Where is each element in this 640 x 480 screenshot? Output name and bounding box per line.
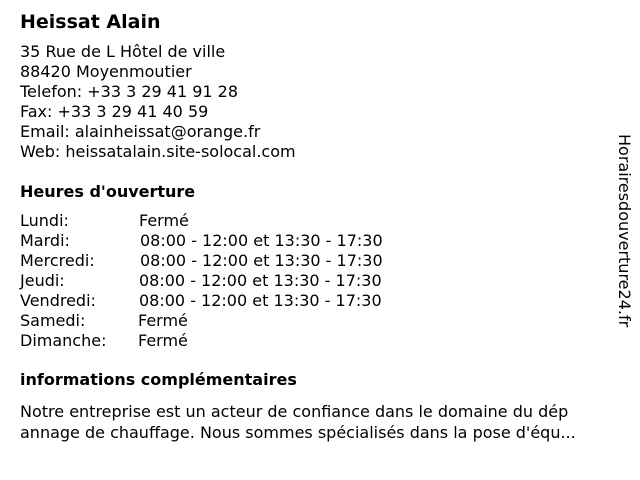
day-label: Mercredi: (20, 251, 95, 270)
hours-row-thursday (20, 271, 610, 291)
hours-value: Fermé (139, 211, 189, 230)
business-card (20, 10, 610, 443)
day-label: Mardi: (20, 231, 70, 250)
hours-value: Fermé (138, 331, 188, 350)
day-label: Dimanche: (20, 331, 107, 350)
hours-row-wednesday (20, 251, 610, 271)
hours-value: Fermé (138, 311, 188, 330)
day-label: Jeudi: (20, 271, 65, 290)
address-street: 35 Rue de L Hôtel de ville (20, 42, 226, 61)
day-label: Lundi: (20, 211, 69, 230)
hours-value: 08:00 - 12:00 et 13:30 - 17:30 (140, 251, 383, 270)
hours-row-saturday (20, 311, 610, 331)
description-line: Notre entreprise est un acteur de confiance dans le domaine du dép (20, 402, 569, 421)
site-watermark: Horairesdouverture24.fr (615, 134, 634, 328)
hours-row-tuesday (20, 231, 610, 251)
hours-row-friday (20, 291, 610, 311)
address-city: 88420 Moyenmoutier (20, 62, 192, 81)
day-label: Vendredi: (20, 291, 96, 310)
business-description (20, 401, 625, 443)
phone-number[interactable]: Telefon: +33 3 29 41 91 28 (20, 82, 239, 101)
website-link[interactable]: Web: heissatalain.site-solocal.com (20, 142, 296, 161)
fax-number: Fax: +33 3 29 41 40 59 (20, 102, 209, 121)
hours-row-sunday (20, 331, 610, 351)
email-link[interactable]: Email: alainheissat@orange.fr (20, 122, 261, 141)
additional-info-heading: informations complémentaires (20, 370, 297, 389)
opening-hours-heading: Heures d'ouverture (20, 182, 196, 201)
hours-value: 08:00 - 12:00 et 13:30 - 17:30 (140, 231, 383, 250)
hours-value: 08:00 - 12:00 et 13:30 - 17:30 (139, 271, 382, 290)
hours-row-monday (20, 211, 610, 231)
hours-value: 08:00 - 12:00 et 13:30 - 17:30 (139, 291, 382, 310)
description-line: annage de chauffage. Nous sommes spécialisés dans la pose d'équ... (20, 423, 576, 442)
business-name: Heissat Alain (20, 11, 161, 33)
day-label: Samedi: (20, 311, 86, 330)
